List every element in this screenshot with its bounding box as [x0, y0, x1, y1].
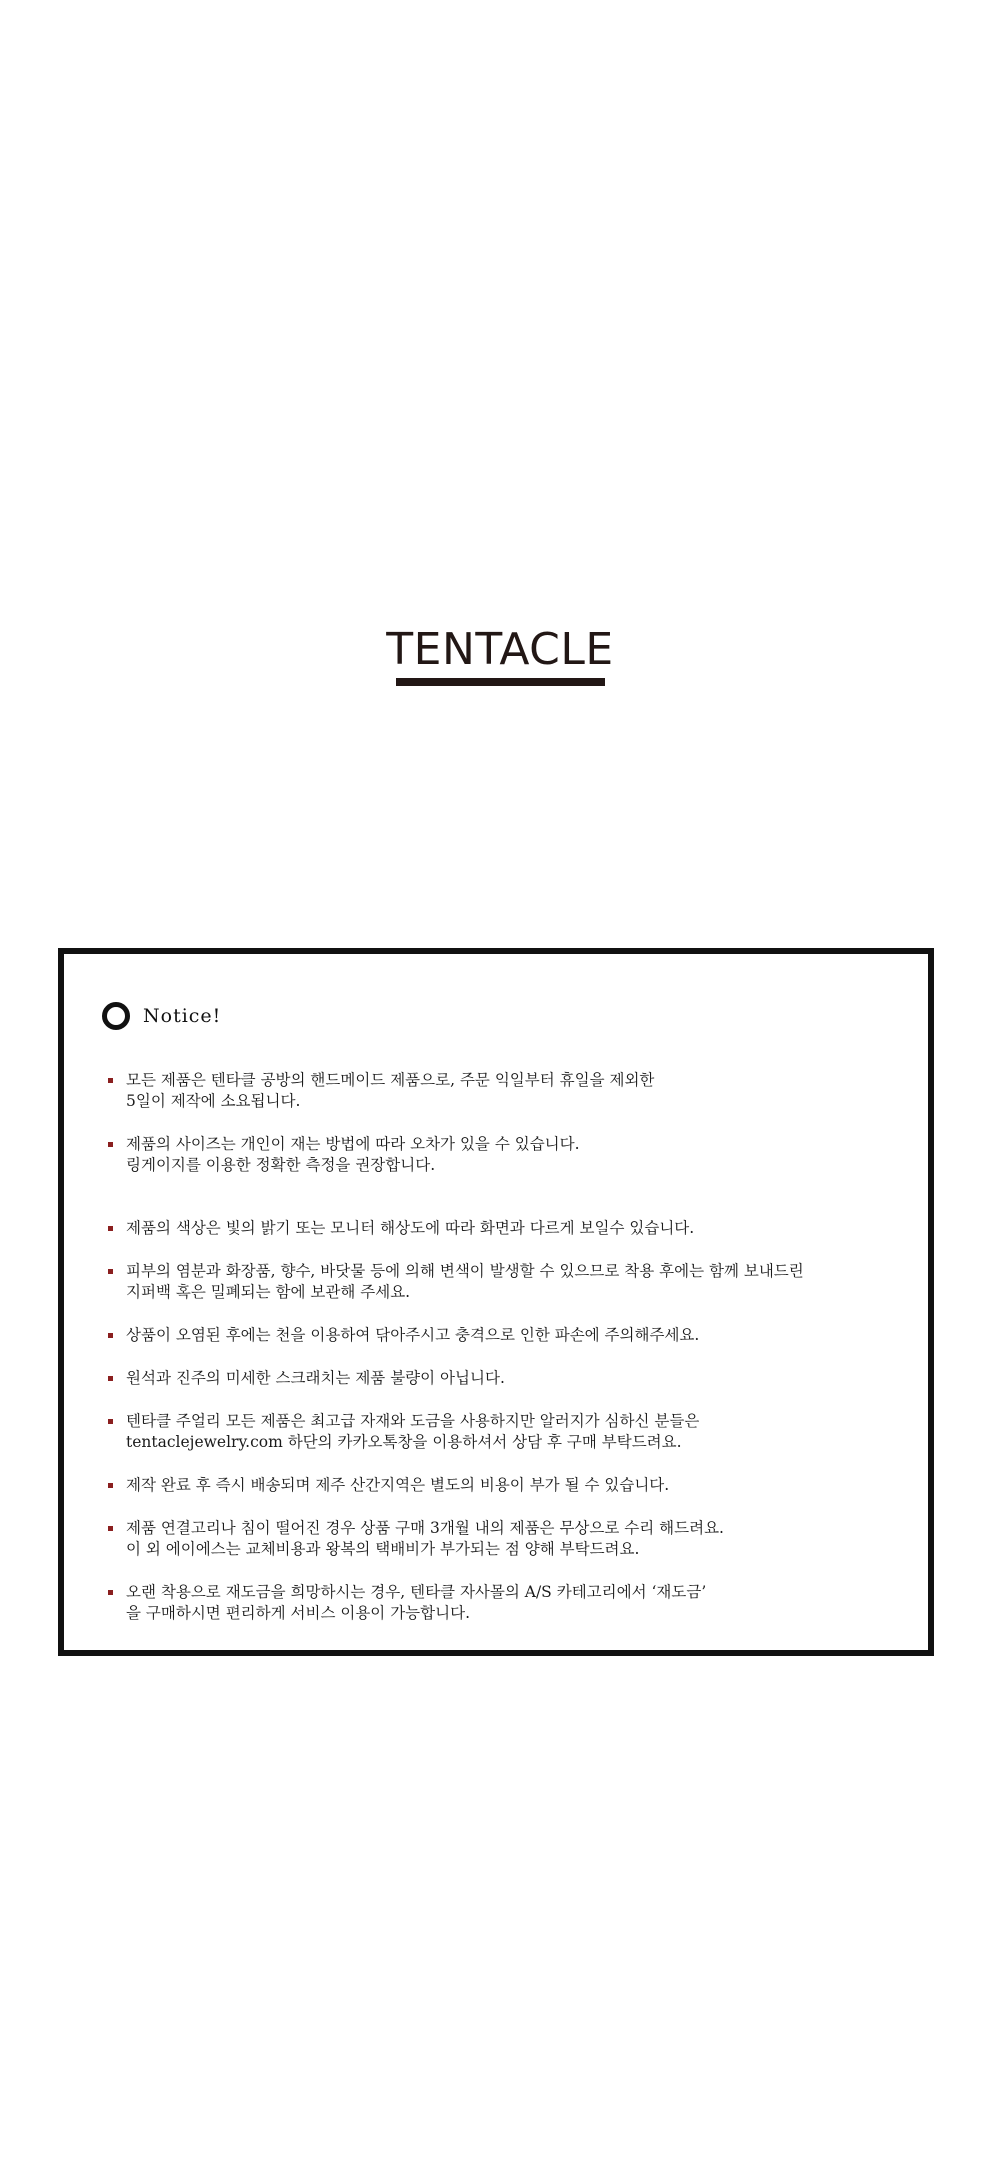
- notice-item: [106, 1218, 906, 1239]
- notice-item-line: 제품의 사이즈는 개인이 재는 방법에 따라 오차가 있을 수 있습니다.: [126, 1135, 580, 1153]
- notice-item: [106, 1475, 906, 1496]
- notice-item-line: 텐타클 주얼리 모든 제품은 최고급 자재와 도금을 사용하지만 알러지가 심하신 분들은: [126, 1412, 700, 1430]
- notice-item: [106, 1368, 906, 1389]
- notice-item: [106, 1411, 906, 1453]
- notice-item-line: 제작 완료 후 즉시 배송되며 제주 산간지역은 별도의 비용이 부가 될 수 있습니다.: [126, 1476, 670, 1494]
- notice-item-line: 5일이 제작에 소요됩니다.: [126, 1092, 301, 1110]
- notice-item-line: 제품의 색상은 빛의 밝기 또는 모니터 해상도에 따라 화면과 다르게 보일수 있습니다.: [126, 1219, 695, 1237]
- notice-item-line: 상품이 오염된 후에는 천을 이용하여 닦아주시고 충격으로 인한 파손에 주의해주세요.: [126, 1326, 700, 1344]
- notice-header: [102, 1002, 221, 1030]
- notice-item-line: 모든 제품은 텐타클 공방의 핸드메이드 제품으로, 주문 익일부터 휴일을 제외한: [126, 1071, 655, 1089]
- bullet-icon: [108, 1419, 113, 1424]
- notice-item: [106, 1518, 906, 1560]
- bullet-icon: [108, 1078, 113, 1083]
- notice-item-line: 을 구매하시면 편리하게 서비스 이용이 가능합니다.: [126, 1604, 470, 1622]
- logo-underline: [396, 678, 605, 686]
- notice-title: Notice!: [143, 1005, 222, 1027]
- logo-text: TENTACLE: [386, 624, 614, 675]
- notice-box: [58, 948, 934, 1656]
- notice-item-line: tentaclejewelry.com 하단의 카카오톡창을 이용하셔서 상담 후 구매 부탁드려요.: [126, 1433, 682, 1451]
- notice-item: [106, 1582, 906, 1624]
- bullet-icon: [108, 1590, 113, 1595]
- bullet-icon: [108, 1376, 113, 1381]
- notice-item-line: 지퍼백 혹은 밀폐되는 함에 보관해 주세요.: [126, 1283, 411, 1301]
- bullet-icon: [108, 1269, 113, 1274]
- ring-icon: [102, 1002, 130, 1030]
- notice-item-line: 원석과 진주의 미세한 스크래치는 제품 불량이 아닙니다.: [126, 1369, 505, 1387]
- notice-item-line: 링게이지를 이용한 정확한 측정을 권장합니다.: [126, 1156, 436, 1174]
- bullet-icon: [108, 1142, 113, 1147]
- notice-list: [106, 1070, 906, 1624]
- notice-item: [106, 1070, 906, 1112]
- bullet-icon: [108, 1483, 113, 1488]
- notice-item-line: 피부의 염분과 화장품, 향수, 바닷물 등에 의해 변색이 발생할 수 있으므로 착용 후에는 함께 보내드린: [126, 1262, 804, 1280]
- notice-item: [106, 1261, 906, 1303]
- notice-item-line: 이 외 에이에스는 교체비용과 왕복의 택배비가 부가되는 점 양해 부탁드려요.: [126, 1540, 640, 1558]
- notice-item: [106, 1325, 906, 1346]
- bullet-icon: [108, 1333, 113, 1338]
- bullet-icon: [108, 1526, 113, 1531]
- bullet-icon: [108, 1226, 113, 1231]
- notice-item-line: 제품 연결고리나 침이 떨어진 경우 상품 구매 3개월 내의 제품은 무상으로 수리 해드려요.: [126, 1519, 724, 1537]
- notice-item: [106, 1134, 906, 1176]
- notice-item-line: 오랜 착용으로 재도금을 희망하시는 경우, 텐타클 자사몰의 A/S 카테고리에서 ‘재도금’: [126, 1583, 707, 1601]
